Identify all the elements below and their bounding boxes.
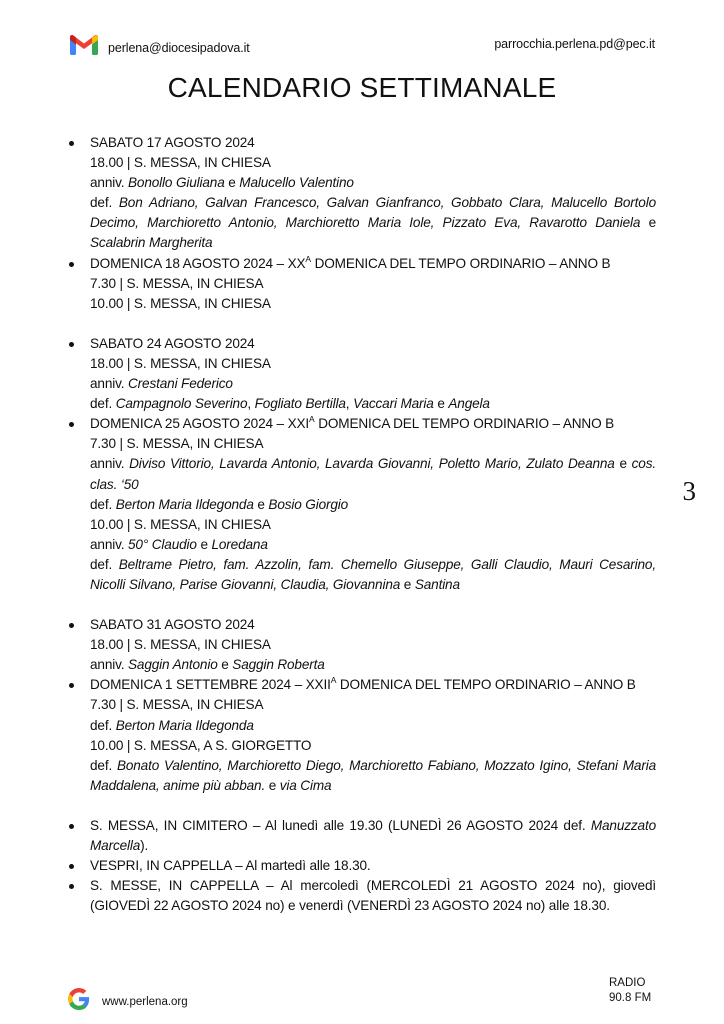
heading-liturgy: DOMENICA DEL TEMPO ORDINARIO – ANNO B	[314, 416, 615, 432]
calendar-content	[90, 133, 656, 916]
intentions-prefix: def.	[90, 717, 113, 733]
bullet-icon	[69, 422, 74, 427]
name-text: Bonollo Giuliana	[128, 175, 225, 191]
week-separator	[90, 796, 656, 816]
heading-liturgy: DOMENICA DEL TEMPO ORDINARIO – ANNO B	[336, 677, 636, 693]
connector-text: e	[196, 536, 212, 552]
intentions-prefix: anniv.	[90, 376, 125, 392]
week-separator	[90, 595, 656, 615]
mass-time: 7.30 | S. MESSA, IN CHIESA	[90, 436, 264, 452]
connector-text: VESPRI, IN CAPPELLA – Al martedì alle 18.30.	[90, 858, 371, 874]
connector-text: S. MESSE, IN CAPPELLA – Al mercoledì (MERCOLEDÌ 21 AGOSTO 2024 no), giovedì (GIOVEDÌ 22 AGOSTO 2024 no) e venerdì (VENERDÌ 23 AGOSTO 2024 no) alle 18.30.	[90, 878, 656, 914]
heading-date: SABATO 31 AGOSTO 2024	[90, 617, 255, 633]
mass-time: 10.00 | S. MESSA, IN CHIESA	[90, 295, 271, 311]
week-block	[90, 133, 656, 314]
entry-heading	[90, 334, 656, 354]
name-text: Manuzzato Marcella	[90, 817, 656, 853]
connector-text: ).	[140, 838, 149, 853]
intentions-prefix: def.	[90, 556, 113, 572]
mass-time: 18.00 | S. MESSA, IN CHIESA	[90, 637, 271, 653]
mass-time: 18.00 | S. MESSA, IN CHIESA	[90, 155, 271, 171]
mass-time: 10.00 | S. MESSA, A S. GIORGETTO	[90, 737, 312, 753]
name-text: Vaccari Maria	[353, 396, 434, 412]
name-text: Loredana	[211, 536, 268, 552]
entry-heading	[90, 133, 656, 153]
week-block	[90, 334, 656, 595]
connector-text: S. MESSA, IN CIMITERO – Al lunedì alle 19.30 (LUNEDÌ 26 AGOSTO 2024 def.	[90, 817, 591, 833]
connector-text: ,	[345, 396, 354, 412]
heading-date: SABATO 24 AGOSTO 2024	[90, 335, 255, 351]
intentions-prefix: anniv.	[90, 657, 125, 673]
connector-text: e	[614, 456, 632, 472]
heading-superscript: A	[305, 253, 311, 264]
entry-heading	[90, 414, 656, 434]
header-pec[interactable]: parrocchia.perlena.pd@pec.it	[494, 37, 655, 51]
bullet-icon	[69, 824, 74, 829]
name-text: Bosio Giorgio	[268, 496, 349, 512]
name-text: 50° Claudio	[128, 536, 197, 552]
heading-superscript: A	[330, 675, 337, 686]
entry-heading	[90, 615, 656, 635]
intentions-prefix: def.	[90, 195, 113, 211]
bullet-icon	[69, 141, 74, 146]
intentions-line	[90, 394, 656, 414]
connector-text: e	[265, 777, 280, 793]
footer-website	[68, 988, 188, 1015]
website-link[interactable]: www.perlena.org	[102, 995, 188, 1008]
name-text: Saggin Antonio	[128, 657, 218, 673]
name-text: Crestani Federico	[128, 376, 233, 392]
intentions-line	[90, 193, 656, 253]
bullet-icon	[69, 623, 74, 628]
entry-heading	[90, 254, 656, 274]
heading-liturgy: DOMENICA DEL TEMPO ORDINARIO – ANNO B	[310, 255, 611, 271]
name-text: cos. clas. ‘50	[90, 456, 656, 492]
intentions-line	[90, 535, 656, 555]
name-text: Berton Maria Ildegonda	[115, 496, 254, 512]
name-text: Scalabrin Margherita	[90, 235, 213, 251]
connector-text: e	[640, 215, 656, 231]
name-text: Beltrame Pietro, fam. Azzolin, fam. Chemello Giuseppe, Galli Claudio, Mauri Cesarino, Nicolli Silvano, Parise Giovanni, Claudia, Giovannina	[90, 556, 656, 592]
weekday-note	[90, 816, 656, 856]
intentions-line	[90, 374, 656, 394]
intentions-line	[90, 454, 656, 494]
name-text: Bon Adriano, Galvan Francesco, Galvan Gianfranco, Gobbato Clara, Malucello Bortolo Decimo, Marchioretto Antonio, Marchioretto Maria Iole, Pizzato Eva, Ravarotto Daniela	[90, 195, 656, 231]
radio-label: RADIO	[609, 977, 646, 989]
intentions-line	[90, 716, 656, 736]
bullet-icon	[69, 683, 74, 688]
bullet-icon	[69, 342, 74, 347]
calendar-entry	[90, 675, 656, 796]
page-title: CALENDARIO SETTIMANALE	[167, 72, 557, 103]
mass-time: 7.30 | S. MESSA, IN CHIESA	[90, 275, 264, 291]
heading-superscript: A	[309, 414, 315, 425]
name-text: via Cima	[279, 777, 332, 793]
intentions-line	[90, 655, 656, 675]
intentions-prefix: def.	[90, 496, 113, 512]
header-email-text[interactable]: perlena@diocesipadova.it	[108, 40, 250, 55]
calendar-entry	[90, 615, 656, 675]
name-text: Saggin Roberta	[232, 657, 325, 673]
week-block	[90, 615, 656, 796]
intentions-prefix: anniv.	[90, 175, 125, 191]
intentions-line	[90, 555, 656, 595]
heading-date: DOMENICA 25 AGOSTO 2024 – XXI	[90, 416, 310, 432]
weekday-note	[90, 876, 656, 916]
gmail-icon	[70, 35, 98, 60]
bullet-icon	[69, 262, 74, 267]
connector-text: e	[224, 175, 240, 191]
connector-text: e	[217, 657, 233, 673]
connector-text: e	[253, 496, 269, 512]
heading-date: DOMENICA 18 AGOSTO 2024 – XX	[90, 255, 306, 271]
entry-heading	[90, 675, 656, 695]
mass-time: 10.00 | S. MESSA, IN CHIESA	[90, 516, 271, 532]
name-text: Malucello Valentino	[239, 175, 354, 191]
name-text: Berton Maria Ildegonda	[115, 717, 254, 733]
mass-time: 18.00 | S. MESSA, IN CHIESA	[90, 355, 271, 371]
radio-frequency: 90.8 FM	[609, 992, 652, 1004]
intentions-prefix: def.	[90, 757, 113, 773]
weekday-note-text	[90, 856, 656, 876]
calendar-entry	[90, 133, 656, 254]
weekday-note-text	[90, 816, 656, 856]
connector-text: e	[433, 396, 449, 412]
connector-text: e	[400, 576, 415, 592]
footer-radio	[609, 976, 651, 1006]
calendar-entry	[90, 334, 656, 414]
weekday-notes	[90, 816, 656, 916]
bullet-icon	[69, 864, 74, 869]
name-text: Bonato Valentino, Marchioretto Diego, Marchioretto Fabiano, Mozzato Igino, Stefani Maria Maddalena, anime più abban.	[90, 757, 656, 793]
bullet-icon	[69, 884, 74, 889]
intentions-prefix: anniv.	[90, 456, 125, 472]
weekday-note	[90, 856, 656, 876]
name-text: Angela	[448, 396, 490, 412]
name-text: Diviso Vittorio, Lavarda Antonio, Lavarda Giovanni, Poletto Mario, Zulato Deanna	[129, 456, 615, 472]
name-text: Campagnolo Severino	[115, 396, 248, 412]
intentions-line	[90, 173, 656, 193]
intentions-line	[90, 756, 656, 796]
page-number: 3	[682, 476, 696, 506]
name-text: Santina	[414, 576, 460, 592]
intentions-line	[90, 495, 656, 515]
google-icon	[68, 988, 90, 1015]
connector-text: ,	[247, 396, 255, 412]
calendar-entry	[90, 254, 656, 314]
mass-time: 7.30 | S. MESSA, IN CHIESA	[90, 697, 264, 713]
intentions-prefix: anniv.	[90, 536, 125, 552]
week-separator	[90, 314, 656, 334]
intentions-prefix: def.	[90, 396, 113, 412]
header-email	[70, 35, 250, 60]
heading-date: SABATO 17 AGOSTO 2024	[90, 135, 255, 150]
weekday-note-text	[90, 876, 656, 916]
calendar-entry	[90, 414, 656, 595]
heading-date: DOMENICA 1 SETTEMBRE 2024 – XXII	[90, 677, 331, 693]
name-text: Fogliato Bertilla	[254, 396, 346, 412]
